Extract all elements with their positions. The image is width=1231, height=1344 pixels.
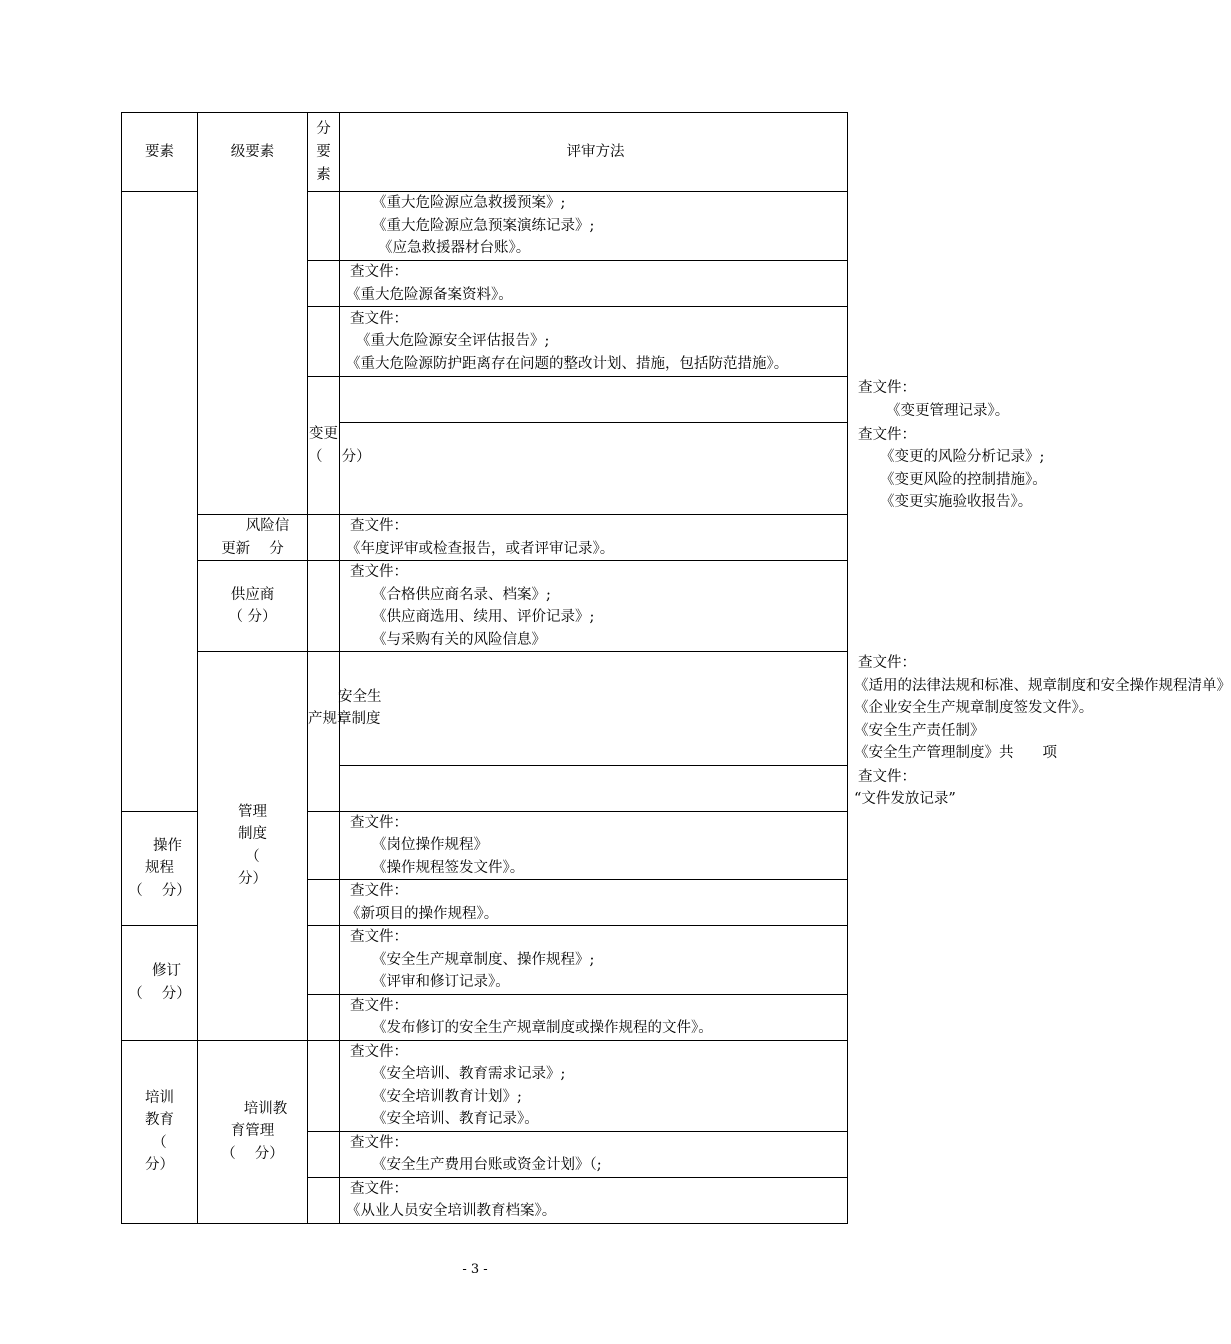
sub-element-risk-update: 风险信 更新 分 (198, 515, 308, 561)
review-method-cell: 查文件： 《安全生产费用台账或资金计划》（; (340, 1131, 848, 1177)
table-row (122, 1040, 848, 1131)
sub-element-training-mgmt: 培训教 育管理 （ 分） (198, 1040, 308, 1223)
element-training: 培训 教育 （ 分） (122, 1040, 198, 1223)
table-row: 查文件： 《变更的风险分析记录》; 《变更风险的控制措施》。 《变更实施验收报告》。 (122, 423, 848, 515)
sub-element-safety-rules: 安全生 产规章制度 (308, 652, 340, 812)
review-method-cell: 查文件： 《从业人员安全培训教育档案》。 (340, 1177, 848, 1223)
sub-element-revise: 修订 （ 分） (122, 926, 198, 1041)
table-row: 管理 制度 （ 分） 安全生 产规章制度 查文件： 《适用的法律法规和标准、规章制度和安全操作规程清单》 《企业安全生产规章制度签发文件》。 《安全生产责任制》 《安全生产管理制度》共 项 (122, 652, 848, 766)
sub-element-supplier: 供应商 （ 分） (198, 561, 308, 652)
review-method-cell: 查文件： 《重大危险源备案资料》。 (340, 261, 848, 307)
header-review-method: 评审方法 (340, 113, 848, 192)
review-method-cell: 《重大危险源应急救援预案》; 《重大危险源应急预案演练记录》; 《应急救援器材台账》。 (340, 192, 848, 261)
table-header-row (122, 113, 848, 192)
element-management: 管理 制度 （ 分） (198, 652, 308, 1041)
review-method-cell: 查文件： 《岗位操作规程》 《操作规程签发文件》。 (340, 811, 848, 880)
review-method-cell: 查文件： 《新项目的操作规程》。 (340, 880, 848, 926)
header-element: 要素 (122, 113, 198, 192)
review-method-cell: 查文件： 《安全生产规章制度、操作规程》; 《评审和修订记录》。 (340, 926, 848, 995)
sub-element-operation: 操作 规程 （ 分） (122, 811, 198, 926)
header-level-element: 级要素 (198, 113, 308, 515)
table-row: 变更 （ 分） 查文件： 《变更管理记录》。 (122, 377, 848, 423)
table-row: 查文件： “文件发放记录” (122, 765, 848, 811)
review-method-cell: 查文件： 《年度评审或检查报告，或者评审记录》。 (340, 515, 848, 561)
element-cell-continued (122, 192, 198, 812)
table-row (122, 561, 848, 652)
page-number: - 3 - (462, 1262, 488, 1277)
review-method-cell: 查文件： 《重大危险源安全评估报告》; 《重大危险源防护距离存在问题的整改计划、措施，包括防范措施》。 (340, 307, 848, 377)
sub-element-change: 变更 （ 分） (308, 377, 340, 515)
table-row (122, 515, 848, 561)
review-method-cell: 查文件： 《合格供应商名录、档案》; 《供应商选用、续用、评价记录》; 《与采购有关的风险信息》 (340, 561, 848, 652)
header-sub-element: 分要素 (308, 113, 340, 192)
review-method-cell: 查文件： 《发布修订的安全生产规章制度或操作规程的文件》。 (340, 994, 848, 1040)
review-table (121, 112, 1231, 1224)
review-method-cell: 查文件： 《安全培训、教育需求记录》; 《安全培训教育计划》; 《安全培训、教育记录》。 (340, 1040, 848, 1131)
